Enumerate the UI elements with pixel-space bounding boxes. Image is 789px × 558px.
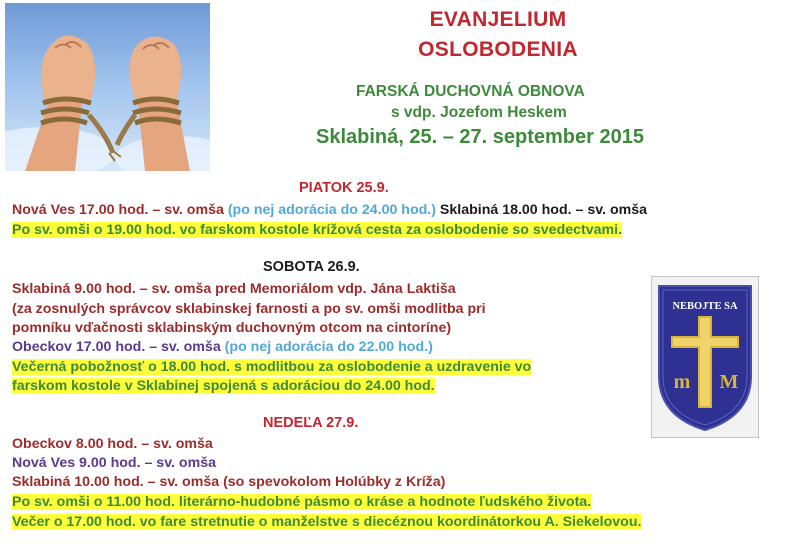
- saturday-adoration: (po nej adorácia do 22.00 hod.): [224, 339, 433, 355]
- badge-letter-right: M: [719, 371, 739, 393]
- badge-letter-left: m: [673, 371, 691, 393]
- saturday-heading: SOBOTA 26.9.: [263, 259, 360, 275]
- sunday-line-1: Obeckov 8.00 hod. – sv. omša: [12, 436, 213, 452]
- bound-hands-image: [5, 3, 210, 171]
- sunday-line-5: Večer o 17.00 hod. vo fare stretnutie o manželstve s diecéznou koordinátorkou A. Siekelovou.: [12, 514, 642, 530]
- friday-heading: PIATOK 25.9.: [299, 180, 389, 196]
- friday-line-2: Po sv. omši o 19.00 hod. vo farskom kostole krížová cesta za oslobodenie so svedectvami.: [12, 222, 623, 238]
- saturday-line-1: Sklabiná 9.00 hod. – sv. omša pred Memoriálom vdp. Jána Laktiša: [12, 281, 456, 297]
- saturday-line-5: Večerná pobožnosť o 18.00 hod. s modlitbou za oslobodenie a uzdravenie vo: [12, 359, 532, 375]
- place-date: Sklabiná, 25. – 27. september 2015: [316, 126, 644, 148]
- saturday-line-3: pomníku vďačnosti sklabinským duchovným otcom na cintoríne): [12, 320, 452, 336]
- friday-adoration: (po nej adorácia do 24.00 hod.): [227, 202, 436, 218]
- title-line-1: EVANJELIUM: [429, 8, 567, 31]
- title-line-2: OSLOBODENIA: [418, 38, 578, 61]
- subtitle-line-2: s vdp. Jozefom Heskem: [391, 104, 567, 121]
- sunday-line-3: Sklabiná 10.00 hod. – sv. omša (so spevokolom Holúbky z Kríža): [12, 474, 446, 490]
- friday-line-1: [12, 202, 647, 218]
- friday-sklabina: Sklabiná 18.00 hod. – sv. omša: [439, 202, 648, 218]
- badge-motto: NEBOJTE SA: [672, 301, 738, 312]
- friday-nova-ves: Nová Ves 17.00 hod. – sv. omša: [12, 202, 224, 218]
- saturday-line-6: farskom kostole v Sklabinej spojená s adoráciou do 24.00 hod.: [12, 378, 435, 394]
- subtitle-line-1: FARSKÁ DUCHOVNÁ OBNOVA: [356, 83, 585, 100]
- saturday-line-2: (za zosnulých správcov sklabinskej farnosti a po sv. omši modlitba pri: [12, 301, 486, 317]
- saturday-line-4: [12, 339, 433, 355]
- sunday-line-2: Nová Ves 9.00 hod. – sv. omša: [12, 455, 216, 471]
- saturday-obeckov: Obeckov 17.00 hod. – sv. omša: [12, 339, 221, 355]
- sunday-line-4: Po sv. omši o 11.00 hod. literárno-hudobné pásmo o kráse a hodnote ľudského života.: [12, 494, 592, 510]
- sunday-heading: NEDEĽA 27.9.: [263, 415, 359, 431]
- emblem-badge: [651, 276, 759, 438]
